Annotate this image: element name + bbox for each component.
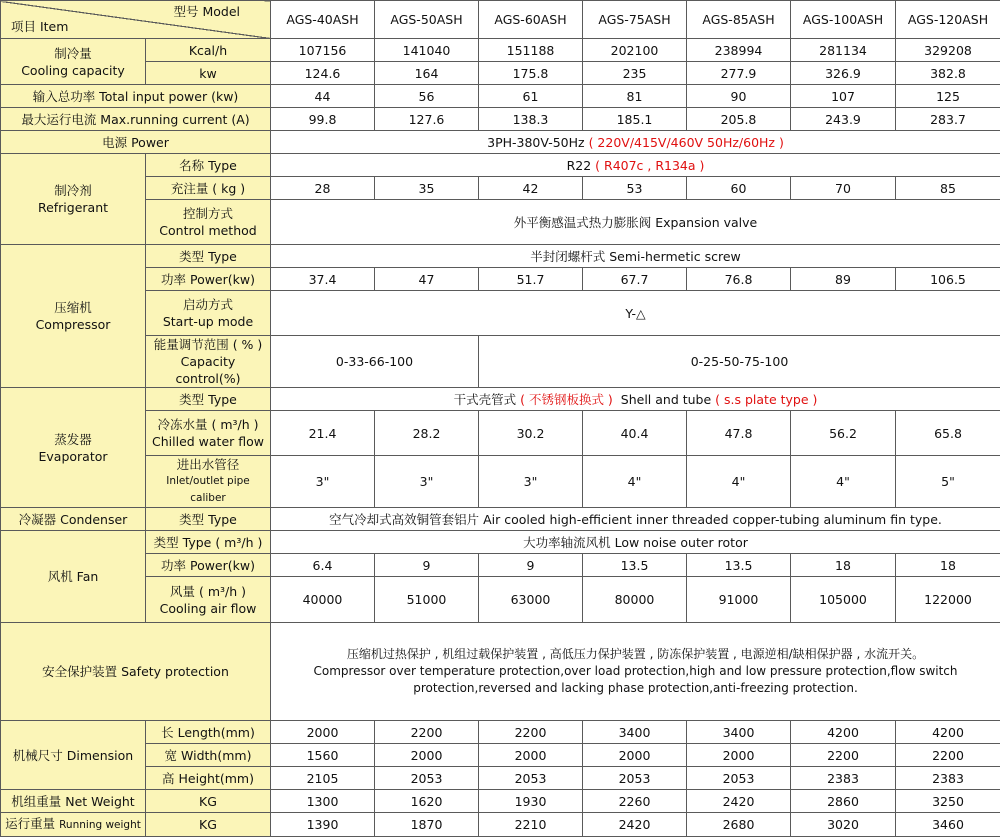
table-cell: 205.8 xyxy=(687,108,791,131)
table-cell: 3" xyxy=(271,456,375,508)
table-cell: 164 xyxy=(375,62,479,85)
table-row xyxy=(1,554,1000,577)
table-cell: 2420 xyxy=(687,790,791,813)
safety-line-en-2: protection,reversed and lacking phase protection,anti-freezing protection. xyxy=(274,680,997,697)
table-cell: 85 xyxy=(896,177,1000,200)
label-cn: 能量调节范围 ( % ) xyxy=(149,336,267,353)
table-cell: 28.2 xyxy=(375,411,479,456)
table-row xyxy=(1,177,1000,200)
table-cell: 2383 xyxy=(791,767,896,790)
table-row xyxy=(1,411,1000,456)
table-cell: 202100 xyxy=(583,39,687,62)
table-cell: 4200 xyxy=(896,721,1000,744)
table-row xyxy=(1,85,1000,108)
table-row xyxy=(1,623,1000,721)
table-cell: 1930 xyxy=(479,790,583,813)
table-cell: 3460 xyxy=(896,813,1000,837)
table-cell: 277.9 xyxy=(687,62,791,85)
kw-unit: kw xyxy=(146,62,271,85)
condenser-type-value: 空气冷却式高效铜管套铝片 Air cooled high-efficient inner threaded copper-tubing aluminum fin type. xyxy=(271,508,1000,531)
table-cell: 2260 xyxy=(583,790,687,813)
table-cell: 326.9 xyxy=(791,62,896,85)
table-row xyxy=(1,245,1000,268)
fan-label: 风机 Fan xyxy=(1,531,146,623)
table-cell: 141040 xyxy=(375,39,479,62)
table-cell: 6.4 xyxy=(271,554,375,577)
refrigerant-alternatives: ( R407c , R134a ) xyxy=(595,158,704,173)
model-name: AGS-120ASH xyxy=(896,1,1000,39)
table-cell: 1870 xyxy=(375,813,479,837)
table-cell: 40000 xyxy=(271,577,375,623)
table-cell: 2000 xyxy=(375,744,479,767)
refrigerant-main: R22 xyxy=(567,158,592,173)
capacity-control-large: 0-25-50-75-100 xyxy=(479,336,1000,388)
table-row xyxy=(1,131,1000,154)
table-cell: 175.8 xyxy=(479,62,583,85)
label-cn: 控制方式 xyxy=(149,205,267,222)
table-cell: 283.7 xyxy=(896,108,1000,131)
table-cell: 3" xyxy=(479,456,583,508)
table-cell: 1620 xyxy=(375,790,479,813)
cooling-air-flow-label xyxy=(146,577,271,623)
power-source-options: ( 220V/415V/460V 50Hz/60Hz ) xyxy=(589,135,784,150)
table-cell: 2420 xyxy=(583,813,687,837)
table-cell: 90 xyxy=(687,85,791,108)
height-label: 高 Height(mm) xyxy=(146,767,271,790)
max-current-label: 最大运行电流 Max.running current (A) xyxy=(1,108,271,131)
table-cell: 3400 xyxy=(687,721,791,744)
table-cell: 2200 xyxy=(375,721,479,744)
table-cell: 3" xyxy=(375,456,479,508)
table-cell: 65.8 xyxy=(896,411,1000,456)
evaporator-type-value xyxy=(271,388,1000,411)
label-en: Capacity control(%) xyxy=(149,353,267,387)
evaporator-type-en: Shell and tube xyxy=(621,392,711,407)
table-cell: 2200 xyxy=(791,744,896,767)
table-cell: 122000 xyxy=(896,577,1000,623)
table-cell: 44 xyxy=(271,85,375,108)
fan-type-value: 大功率轴流风机 Low noise outer rotor xyxy=(271,531,1000,554)
label-en: Cooling air flow xyxy=(149,600,267,617)
model-name: AGS-100ASH xyxy=(791,1,896,39)
table-cell: 35 xyxy=(375,177,479,200)
label-en: Chilled water flow xyxy=(149,433,267,450)
refrigerant-type-label: 名称 Type xyxy=(146,154,271,177)
table-cell: 99.8 xyxy=(271,108,375,131)
control-method-label xyxy=(146,200,271,245)
safety-line-en-1: Compressor over temperature protection,over load protection,high and low pressure protection,flow switch xyxy=(274,663,997,680)
table-cell: 61 xyxy=(479,85,583,108)
table-row xyxy=(1,790,1000,813)
refrigerant-charge-label: 充注量 ( kg ) xyxy=(146,177,271,200)
startup-mode-label xyxy=(146,291,271,336)
label-en: Running weight xyxy=(59,819,141,831)
table-row xyxy=(1,154,1000,177)
fan-power-label: 功率 Power(kw) xyxy=(146,554,271,577)
dimension-label: 机械尺寸 Dimension xyxy=(1,721,146,790)
table-row xyxy=(1,200,1000,245)
compressor-type-label: 类型 Type xyxy=(146,245,271,268)
evaporator-type-cn: 干式壳管式 xyxy=(454,392,517,407)
table-cell: 2000 xyxy=(583,744,687,767)
label-en: Inlet/outlet pipe caliber xyxy=(149,473,267,507)
model-name: AGS-40ASH xyxy=(271,1,375,39)
table-cell: 60 xyxy=(687,177,791,200)
capacity-control-label xyxy=(146,336,271,388)
label-cn: 冷冻水量 ( m³/h ) xyxy=(149,416,267,433)
evaporator-type-en-alt: ( s.s plate type ) xyxy=(715,392,817,407)
table-row xyxy=(1,108,1000,131)
length-label: 长 Length(mm) xyxy=(146,721,271,744)
table-cell: 51000 xyxy=(375,577,479,623)
table-cell: 40.4 xyxy=(583,411,687,456)
compressor-type-value: 半封闭螺杆式 Semi-hermetic screw xyxy=(271,245,1000,268)
table-cell: 3400 xyxy=(583,721,687,744)
table-row xyxy=(1,39,1000,62)
running-weight-label xyxy=(1,813,146,837)
table-cell: 67.7 xyxy=(583,268,687,291)
table-cell: 185.1 xyxy=(583,108,687,131)
table-cell: 2680 xyxy=(687,813,791,837)
table-cell: 107156 xyxy=(271,39,375,62)
table-cell: 18 xyxy=(896,554,1000,577)
table-cell: 2200 xyxy=(479,721,583,744)
table-cell: 106.5 xyxy=(896,268,1000,291)
table-cell: 105000 xyxy=(791,577,896,623)
compressor-label xyxy=(1,245,146,388)
power-source-value xyxy=(271,131,1000,154)
table-cell: 13.5 xyxy=(583,554,687,577)
table-cell: 9 xyxy=(375,554,479,577)
table-row xyxy=(1,813,1000,837)
label-cn: 制冷量 xyxy=(4,45,142,62)
safety-protection-label: 安全保护装置 Safety protection xyxy=(1,623,271,721)
table-cell: 151188 xyxy=(479,39,583,62)
table-row xyxy=(1,508,1000,531)
evaporator-label xyxy=(1,388,146,508)
header-row xyxy=(1,1,1000,39)
header-corner-cell xyxy=(1,1,271,39)
model-name: AGS-75ASH xyxy=(583,1,687,39)
label-en: Compressor xyxy=(4,316,142,333)
table-cell: 91000 xyxy=(687,577,791,623)
safety-protection-value xyxy=(271,623,1000,721)
table-cell: 4" xyxy=(687,456,791,508)
width-label: 宽 Width(mm) xyxy=(146,744,271,767)
table-cell: 127.6 xyxy=(375,108,479,131)
table-cell: 70 xyxy=(791,177,896,200)
table-cell: 1560 xyxy=(271,744,375,767)
item-label: 项目 Item xyxy=(11,18,68,35)
table-cell: 5" xyxy=(896,456,1000,508)
table-cell: 53 xyxy=(583,177,687,200)
table-cell: 37.4 xyxy=(271,268,375,291)
table-cell: 47 xyxy=(375,268,479,291)
table-row xyxy=(1,456,1000,508)
label-cn: 启动方式 xyxy=(149,296,267,313)
safety-line-cn: 压缩机过热保护 , 机组过载保护装置 , 高低压力保护装置 , 防冻保护装置 , 电源逆相/缺相保护器 , 水流开关。 xyxy=(274,646,997,663)
table-cell: 2053 xyxy=(375,767,479,790)
compressor-power-label: 功率 Power(kw) xyxy=(146,268,271,291)
model-name: AGS-50ASH xyxy=(375,1,479,39)
net-weight-unit: KG xyxy=(146,790,271,813)
table-cell: 2053 xyxy=(479,767,583,790)
table-cell: 281134 xyxy=(791,39,896,62)
condenser-type-label: 类型 Type xyxy=(146,508,271,531)
table-row xyxy=(1,388,1000,411)
table-cell: 2383 xyxy=(896,767,1000,790)
table-cell: 80000 xyxy=(583,577,687,623)
table-cell: 13.5 xyxy=(687,554,791,577)
table-cell: 1390 xyxy=(271,813,375,837)
model-name: AGS-85ASH xyxy=(687,1,791,39)
label-en: Cooling capacity xyxy=(4,62,142,79)
table-cell: 235 xyxy=(583,62,687,85)
table-cell: 243.9 xyxy=(791,108,896,131)
startup-mode-value: Y-△ xyxy=(271,291,1000,336)
label-en: Evaporator xyxy=(4,448,142,465)
table-row xyxy=(1,62,1000,85)
table-cell: 18 xyxy=(791,554,896,577)
table-cell: 4" xyxy=(583,456,687,508)
refrigerant-type-value xyxy=(271,154,1000,177)
table-cell: 2053 xyxy=(687,767,791,790)
model-label: 型号 Model xyxy=(173,3,240,20)
label-cn: 运行重量 xyxy=(5,816,55,831)
table-cell: 382.8 xyxy=(896,62,1000,85)
model-name: AGS-60ASH xyxy=(479,1,583,39)
table-cell: 4" xyxy=(791,456,896,508)
condenser-label: 冷凝器 Condenser xyxy=(1,508,146,531)
table-cell: 28 xyxy=(271,177,375,200)
table-row xyxy=(1,531,1000,554)
label-en: Start-up mode xyxy=(149,313,267,330)
label-cn: 制冷剂 xyxy=(4,182,142,199)
table-cell: 107 xyxy=(791,85,896,108)
table-cell: 2210 xyxy=(479,813,583,837)
power-source-label: 电源 Power xyxy=(1,131,271,154)
label-cn: 压缩机 xyxy=(4,299,142,316)
running-weight-unit: KG xyxy=(146,813,271,837)
table-cell: 56.2 xyxy=(791,411,896,456)
table-cell: 138.3 xyxy=(479,108,583,131)
table-cell: 3020 xyxy=(791,813,896,837)
table-cell: 329208 xyxy=(896,39,1000,62)
table-cell: 1300 xyxy=(271,790,375,813)
table-cell: 42 xyxy=(479,177,583,200)
table-row xyxy=(1,577,1000,623)
table-cell: 2000 xyxy=(271,721,375,744)
input-power-label: 输入总功率 Total input power (kw) xyxy=(1,85,271,108)
control-method-value: 外平衡感温式热力膨胀阀 Expansion valve xyxy=(271,200,1000,245)
label-cn: 进出水管径 xyxy=(149,456,267,473)
table-row xyxy=(1,268,1000,291)
table-cell: 47.8 xyxy=(687,411,791,456)
net-weight-label: 机组重量 Net Weight xyxy=(1,790,146,813)
kcal-unit: Kcal/h xyxy=(146,39,271,62)
label-cn: 风量 ( m³/h ) xyxy=(149,583,267,600)
pipe-caliber-label xyxy=(146,456,271,508)
table-cell: 30.2 xyxy=(479,411,583,456)
refrigerant-label xyxy=(1,154,146,245)
capacity-control-small: 0-33-66-100 xyxy=(271,336,479,388)
table-cell: 3250 xyxy=(896,790,1000,813)
table-row xyxy=(1,336,1000,388)
table-row xyxy=(1,767,1000,790)
chilled-water-flow-label xyxy=(146,411,271,456)
table-row xyxy=(1,721,1000,744)
table-cell: 2105 xyxy=(271,767,375,790)
table-row xyxy=(1,291,1000,336)
table-cell: 2000 xyxy=(479,744,583,767)
table-cell: 21.4 xyxy=(271,411,375,456)
table-cell: 76.8 xyxy=(687,268,791,291)
label-cn: 蒸发器 xyxy=(4,431,142,448)
table-cell: 89 xyxy=(791,268,896,291)
table-cell: 81 xyxy=(583,85,687,108)
fan-type-label: 类型 Type ( m³/h ) xyxy=(146,531,271,554)
power-source-main: 3PH-380V-50Hz xyxy=(487,135,584,150)
evaporator-type-label: 类型 Type xyxy=(146,388,271,411)
table-cell: 51.7 xyxy=(479,268,583,291)
label-en: Refrigerant xyxy=(4,199,142,216)
label-en: Control method xyxy=(149,222,267,239)
table-cell: 125 xyxy=(896,85,1000,108)
table-cell: 238994 xyxy=(687,39,791,62)
table-cell: 2053 xyxy=(583,767,687,790)
table-cell: 63000 xyxy=(479,577,583,623)
cooling-capacity-label xyxy=(1,39,146,85)
table-cell: 2000 xyxy=(687,744,791,767)
evaporator-type-cn-alt: ( 不锈钢板换式 ) xyxy=(520,392,613,407)
table-cell: 124.6 xyxy=(271,62,375,85)
table-cell: 9 xyxy=(479,554,583,577)
table-row xyxy=(1,744,1000,767)
table-cell: 2200 xyxy=(896,744,1000,767)
table-cell: 4200 xyxy=(791,721,896,744)
table-cell: 56 xyxy=(375,85,479,108)
table-cell: 2860 xyxy=(791,790,896,813)
